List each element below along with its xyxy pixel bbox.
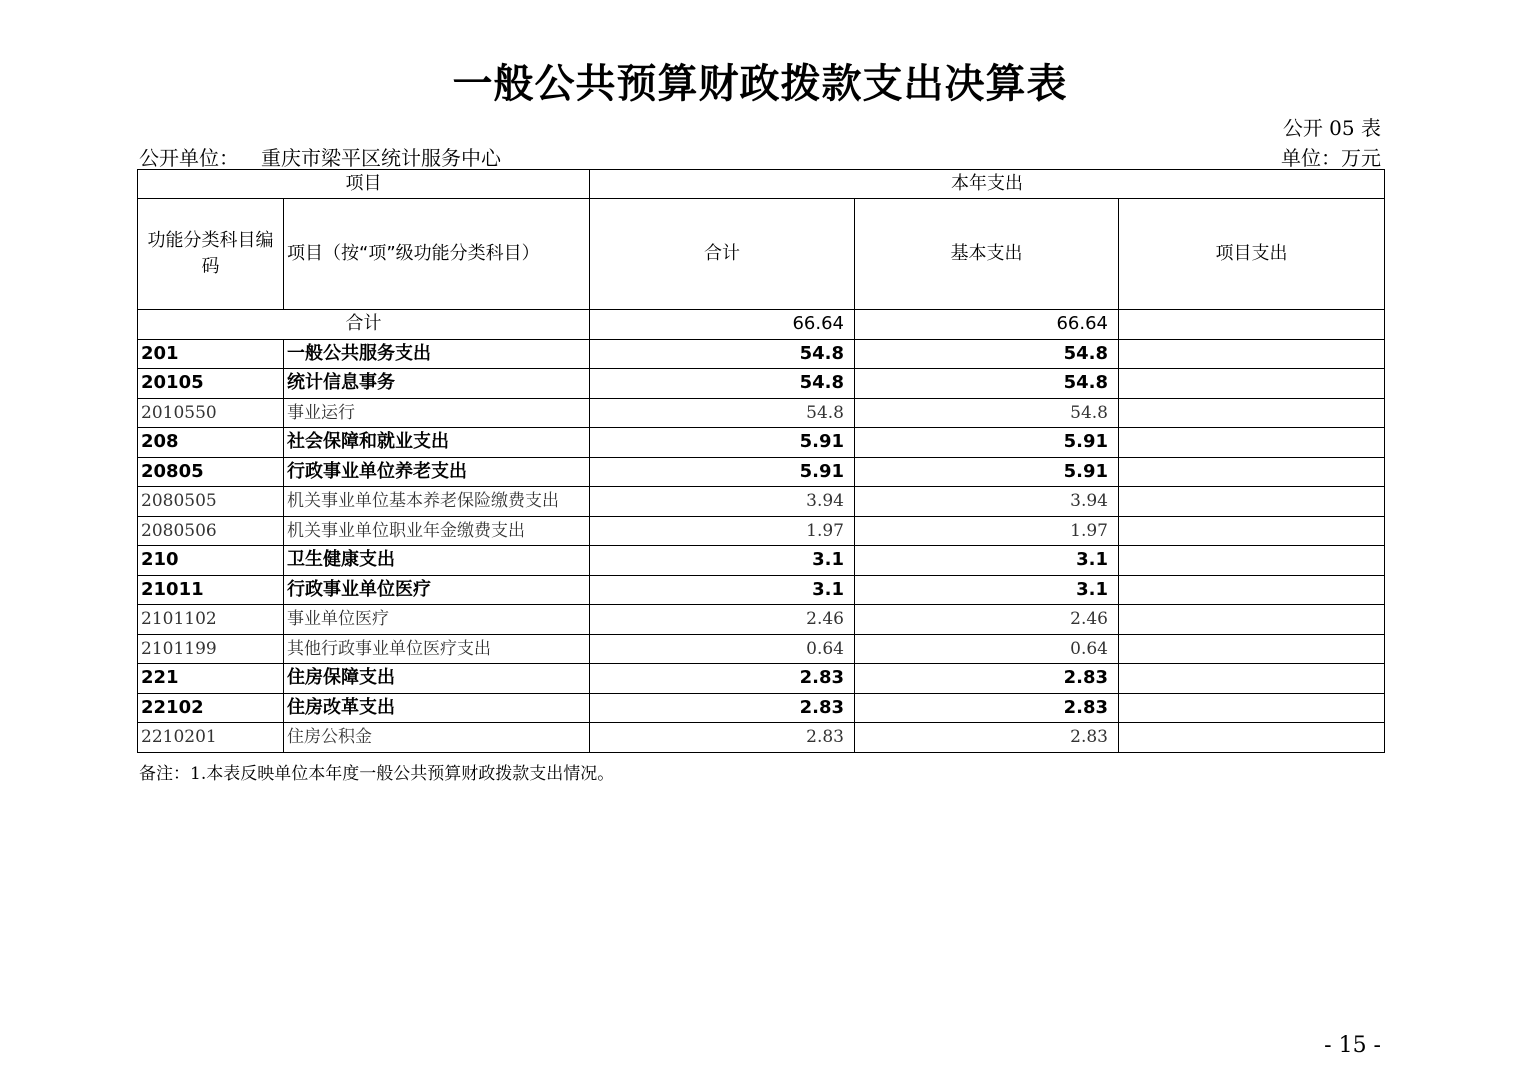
row-basic: 5.91 (855, 457, 1119, 487)
row-basic: 1.97 (855, 516, 1119, 546)
total-basic: 66.64 (855, 310, 1119, 340)
table-row (138, 546, 1385, 576)
row-basic: 2.46 (855, 605, 1119, 635)
page-number: - 15 - (1324, 1033, 1381, 1058)
table-row (138, 634, 1385, 664)
row-total: 54.8 (590, 398, 855, 428)
row-project (1119, 634, 1385, 664)
row-code: 221 (138, 664, 284, 694)
footnote: 备注：1.本表反映单位本年度一般公共预算财政拨款支出情况。 (139, 764, 615, 784)
row-project (1119, 723, 1385, 753)
row-total: 3.94 (590, 487, 855, 517)
table-row (138, 723, 1385, 753)
row-code: 210 (138, 546, 284, 576)
row-project (1119, 693, 1385, 723)
row-code: 2080505 (138, 487, 284, 517)
row-total: 3.1 (590, 575, 855, 605)
form-number: 公开 05 表 (1282, 116, 1381, 140)
table-row (138, 457, 1385, 487)
row-basic: 3.94 (855, 487, 1119, 517)
row-basic: 3.1 (855, 546, 1119, 576)
row-name: 其他行政事业单位医疗支出 (284, 634, 590, 664)
table-row (138, 369, 1385, 399)
row-code: 21011 (138, 575, 284, 605)
total-row (138, 310, 1385, 340)
row-name: 社会保障和就业支出 (284, 428, 590, 458)
row-basic: 5.91 (855, 428, 1119, 458)
table-row (138, 428, 1385, 458)
header-project: 项目 (138, 170, 590, 199)
header-project-expense: 项目支出 (1119, 199, 1385, 310)
row-total: 3.1 (590, 546, 855, 576)
row-project (1119, 664, 1385, 694)
page-title: 一般公共预算财政拨款支出决算表 (452, 61, 1068, 107)
header-code: 功能分类科目编码 (138, 199, 284, 310)
row-code: 22102 (138, 693, 284, 723)
table-row (138, 516, 1385, 546)
header-basic: 基本支出 (855, 199, 1119, 310)
row-name: 机关事业单位基本养老保险缴费支出 (284, 487, 590, 517)
row-project (1119, 575, 1385, 605)
table-row (138, 693, 1385, 723)
row-code: 20105 (138, 369, 284, 399)
header-name: 项目（按“项”级功能分类科目） (284, 199, 590, 310)
header-row-top (138, 170, 1385, 199)
row-basic: 54.8 (855, 369, 1119, 399)
total-total: 66.64 (590, 310, 855, 340)
row-total: 54.8 (590, 339, 855, 369)
row-code: 2210201 (138, 723, 284, 753)
reporting-unit-name: 重庆市梁平区统计服务中心 (261, 146, 501, 170)
row-basic: 2.83 (855, 664, 1119, 694)
row-total: 2.83 (590, 664, 855, 694)
row-total: 2.83 (590, 723, 855, 753)
row-code: 201 (138, 339, 284, 369)
row-name: 住房改革支出 (284, 693, 590, 723)
header-current-year: 本年支出 (590, 170, 1385, 199)
row-basic: 54.8 (855, 339, 1119, 369)
row-project (1119, 339, 1385, 369)
currency-unit: 单位：万元 (1281, 146, 1381, 170)
row-name: 一般公共服务支出 (284, 339, 590, 369)
row-basic: 2.83 (855, 693, 1119, 723)
row-basic: 2.83 (855, 723, 1119, 753)
row-name: 住房公积金 (284, 723, 590, 753)
row-code: 2080506 (138, 516, 284, 546)
row-total: 2.46 (590, 605, 855, 635)
row-basic: 0.64 (855, 634, 1119, 664)
row-project (1119, 457, 1385, 487)
row-name: 行政事业单位养老支出 (284, 457, 590, 487)
header-row-columns (138, 199, 1385, 310)
total-project (1119, 310, 1385, 340)
row-code: 2010550 (138, 398, 284, 428)
reporting-unit (139, 142, 501, 171)
row-project (1119, 369, 1385, 399)
row-total: 1.97 (590, 516, 855, 546)
row-project (1119, 546, 1385, 576)
table-row (138, 487, 1385, 517)
row-total: 2.83 (590, 693, 855, 723)
row-code: 20805 (138, 457, 284, 487)
row-basic: 54.8 (855, 398, 1119, 428)
total-label: 合计 (138, 310, 590, 340)
row-total: 5.91 (590, 428, 855, 458)
row-name: 事业单位医疗 (284, 605, 590, 635)
row-name: 事业运行 (284, 398, 590, 428)
row-code: 208 (138, 428, 284, 458)
row-code: 2101102 (138, 605, 284, 635)
row-project (1119, 487, 1385, 517)
row-total: 0.64 (590, 634, 855, 664)
row-total: 54.8 (590, 369, 855, 399)
table-row (138, 339, 1385, 369)
row-total: 5.91 (590, 457, 855, 487)
row-name: 机关事业单位职业年金缴费支出 (284, 516, 590, 546)
header-total: 合计 (590, 199, 855, 310)
row-basic: 3.1 (855, 575, 1119, 605)
reporting-unit-label: 公开单位： (139, 146, 239, 170)
table-row (138, 575, 1385, 605)
row-code: 2101199 (138, 634, 284, 664)
row-name: 统计信息事务 (284, 369, 590, 399)
row-name: 行政事业单位医疗 (284, 575, 590, 605)
table-row (138, 605, 1385, 635)
row-project (1119, 428, 1385, 458)
row-project (1119, 516, 1385, 546)
row-name: 住房保障支出 (284, 664, 590, 694)
budget-table (137, 169, 1385, 753)
row-name: 卫生健康支出 (284, 546, 590, 576)
table-row (138, 664, 1385, 694)
row-project (1119, 605, 1385, 635)
row-project (1119, 398, 1385, 428)
table-row (138, 398, 1385, 428)
